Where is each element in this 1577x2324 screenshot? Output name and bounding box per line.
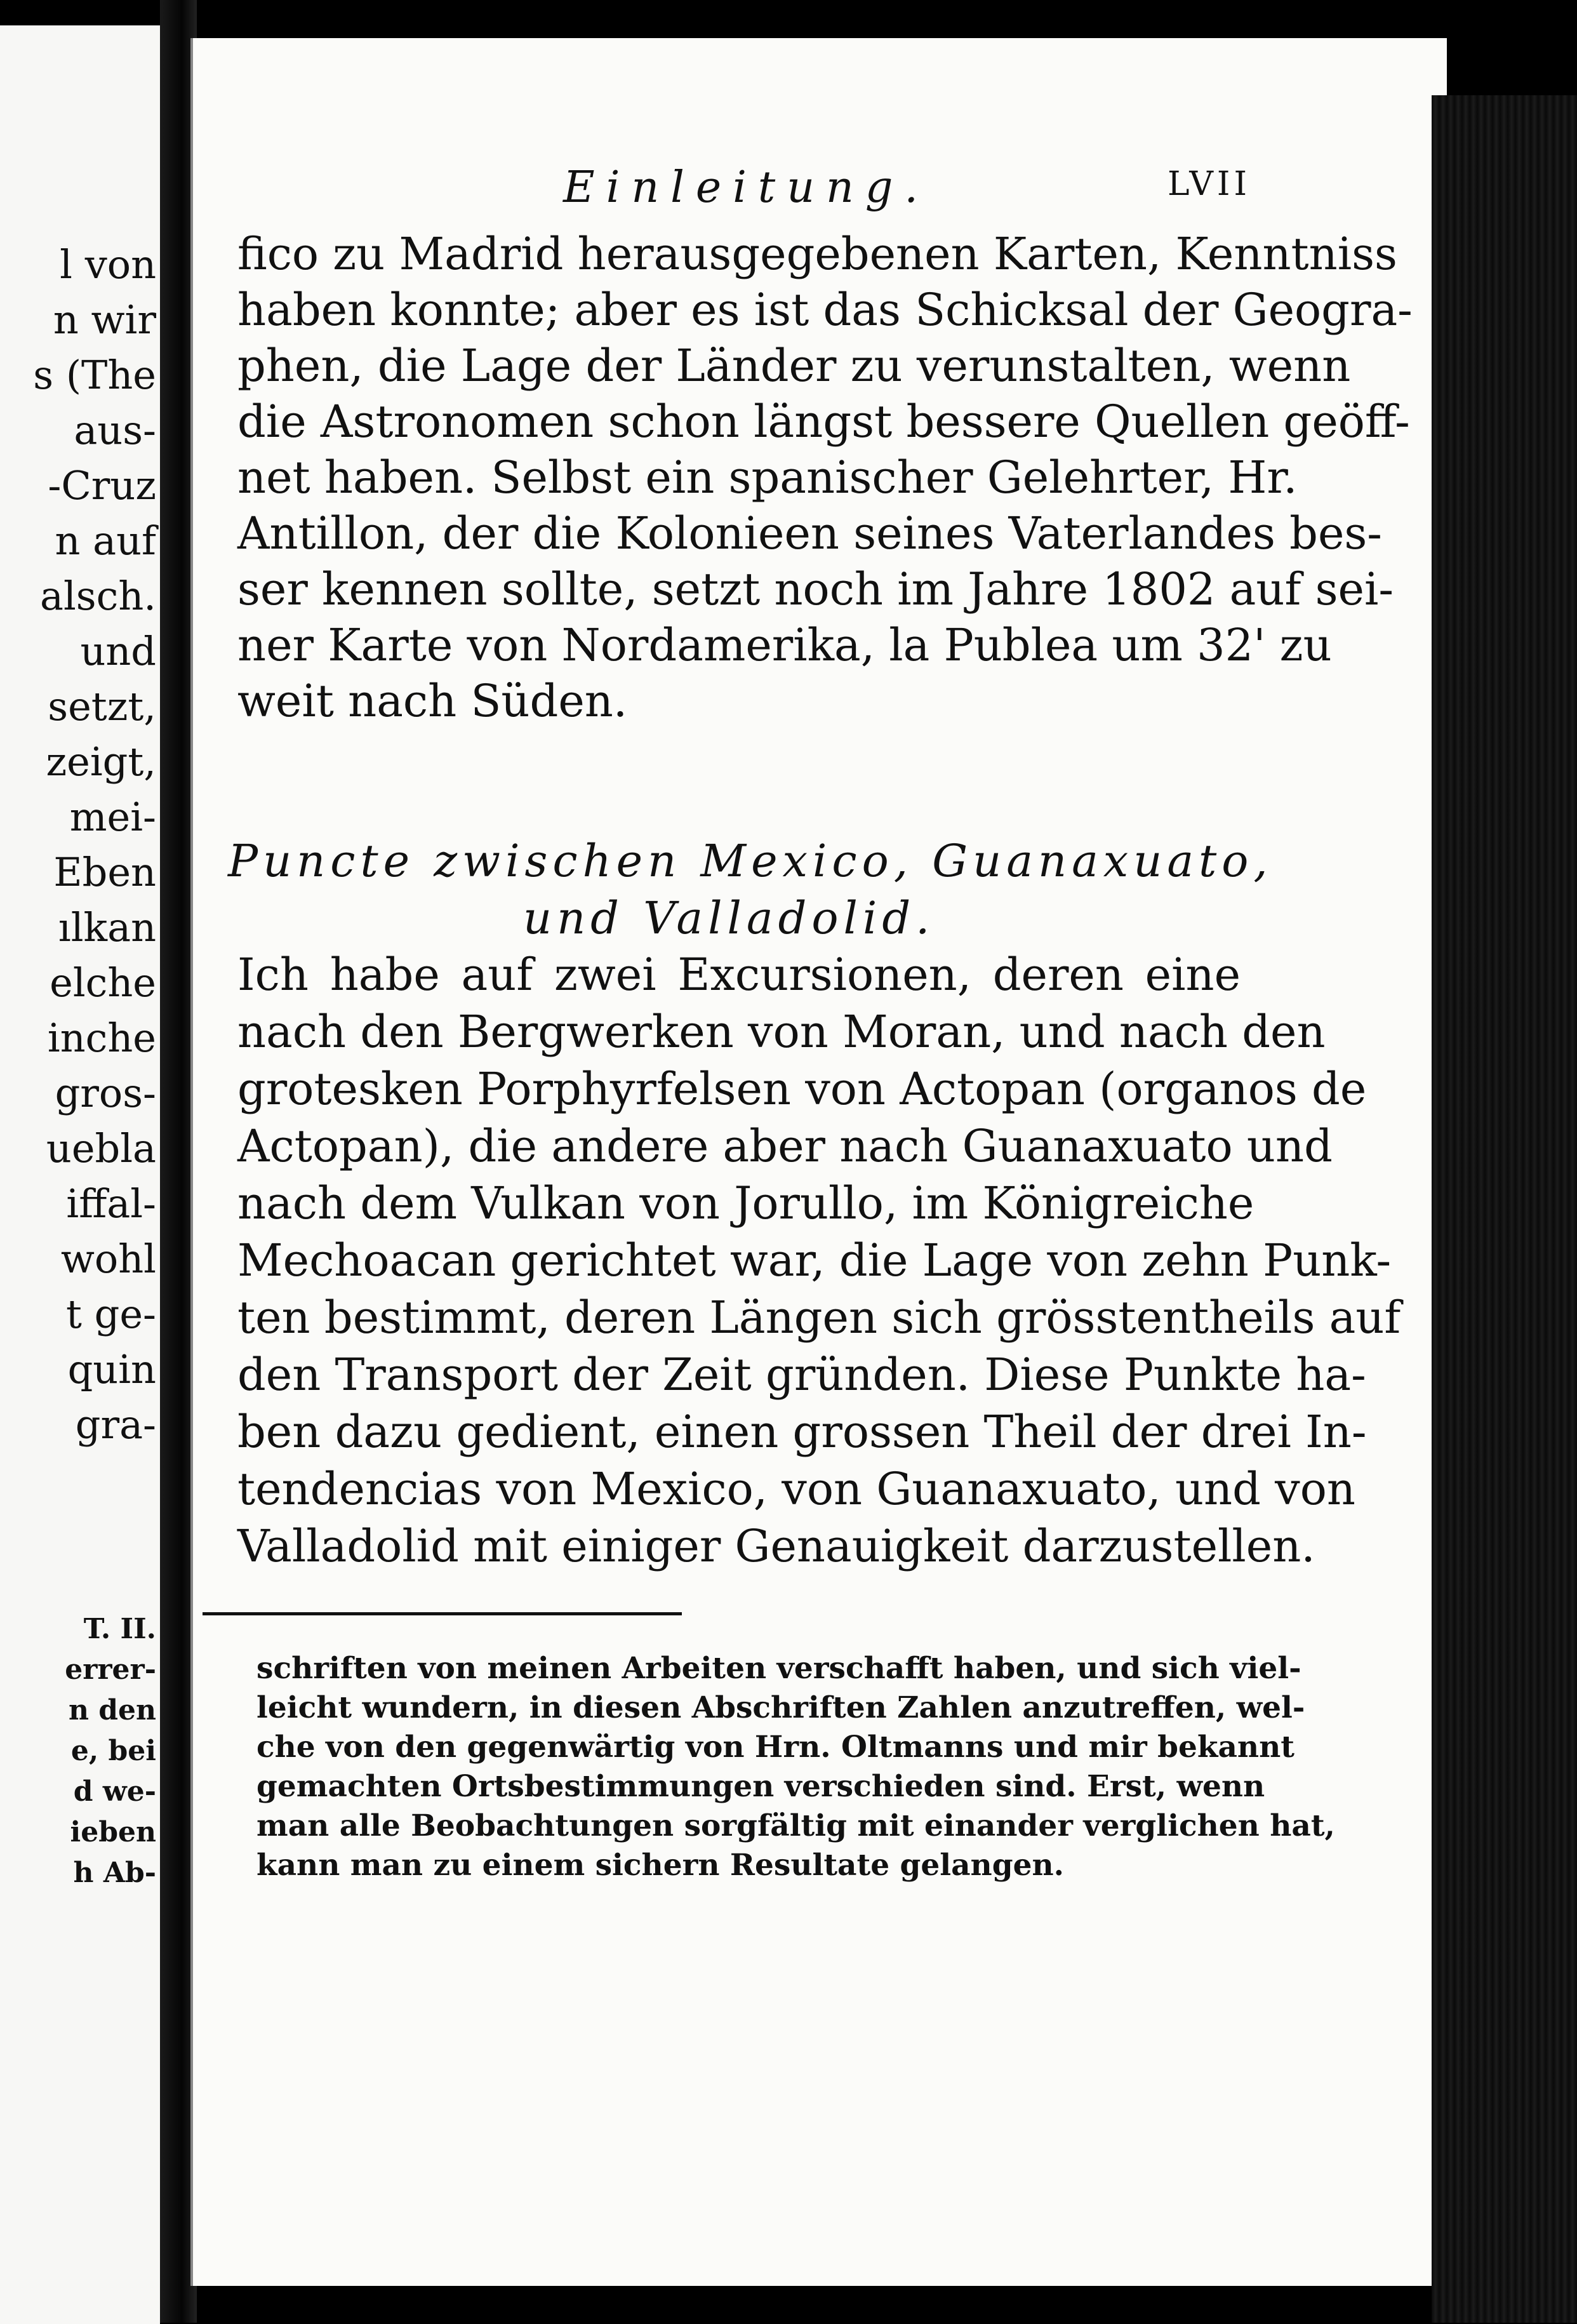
paragraph-1-line: weit nach Süden.: [237, 675, 628, 727]
footnote-line: kann man zu einem sichern Resultate gelangen.: [256, 1848, 1065, 1883]
left-page-line: inche: [47, 1015, 156, 1061]
section-heading-line-1: Puncte zwischen Mexico, Guanaxuato,: [228, 835, 1273, 887]
paragraph-2-line: Actopan), die andere aber nach Guanaxuato und: [237, 1120, 1333, 1172]
left-page-line: gra-: [75, 1401, 156, 1448]
left-page-line: ılkan: [58, 904, 156, 951]
running-header: Einleitung.: [563, 163, 929, 213]
left-page-line: mei-: [69, 794, 156, 840]
left-page-line: elche: [50, 959, 156, 1006]
paragraph-1-line: Antillon, der die Kolonieen seines Vaterlandes bes-: [237, 507, 1382, 559]
left-page-line: n wir: [53, 297, 156, 343]
paragraph-2-line: Mechoacan gerichtet war, die Lage von zehn Punk-: [237, 1234, 1392, 1286]
page-edges: [1432, 95, 1577, 2323]
paragraph-1-line: ner Karte von Nordamerika, la Publea um 32' zu: [237, 619, 1332, 671]
paragraph-2-line: tendencias von Mexico, von Guanaxuato, und von: [237, 1463, 1355, 1515]
paragraph-2-line: den Transport der Zeit gründen. Diese Punkte ha-: [237, 1349, 1366, 1401]
left-page-footnote-line: e, bei: [70, 1735, 156, 1767]
right-page: [190, 38, 1447, 2286]
paragraph-2-line: grotesken Porphyrfelsen von Actopan (organos de: [237, 1063, 1367, 1115]
left-page-line: -Cruz: [48, 462, 156, 509]
page-number: LVII: [1168, 165, 1251, 203]
left-page-line: zeigt,: [46, 738, 156, 785]
footnote-line: schriften von meinen Arbeiten verschafft haben, und sich viel-: [256, 1651, 1301, 1686]
left-page-line: und: [80, 628, 156, 674]
left-page-footnote-line: n den: [68, 1694, 156, 1726]
left-page-footnote-line: ieben: [70, 1816, 156, 1848]
left-page-footnote-line: d we-: [73, 1775, 156, 1808]
footnote-line: man alle Beobachtungen sorgfältig mit einander verglichen hat,: [256, 1808, 1335, 1843]
paragraph-1-line: haben konnte; aber es ist das Schicksal der Geogra-: [237, 284, 1413, 336]
left-page-footnote-line: h Ab-: [73, 1857, 156, 1889]
left-page-line: n auf: [55, 518, 156, 564]
footnote-rule: [203, 1612, 682, 1615]
left-page-line: iffal-: [66, 1180, 156, 1227]
left-page-line: Eben: [53, 849, 156, 895]
paragraph-2-line: ten bestimmt, deren Längen sich grösstentheils auf: [237, 1292, 1401, 1344]
left-page-line: s (The: [33, 352, 156, 398]
left-page-footnote-line: T. II.: [83, 1613, 156, 1645]
paragraph-2-line: ben dazu gedient, einen grossen Theil der drei In-: [237, 1406, 1367, 1458]
left-page-line: setzt,: [48, 683, 156, 730]
footnote-line: gemachten Ortsbestimmungen verschieden sind. Erst, wenn: [256, 1769, 1265, 1804]
section-heading-line-2: und Valladolid.: [523, 892, 935, 944]
left-page-line: wohl: [60, 1236, 156, 1282]
paragraph-1-line: ser kennen sollte, setzt noch im Jahre 1802 auf sei-: [237, 563, 1394, 615]
left-page-line: uebla: [46, 1125, 156, 1172]
paragraph-1-line: fico zu Madrid herausgegebenen Karten, Kenntniss: [237, 228, 1397, 280]
paragraph-2-line: Valladolid mit einiger Genauigkeit darzustellen.: [237, 1520, 1315, 1572]
left-page-line: quin: [67, 1346, 156, 1392]
left-page-line: alsch.: [40, 573, 156, 619]
footnote-line: leicht wundern, in diesen Abschriften Zahlen anzutreffen, wel-: [256, 1690, 1305, 1725]
left-page-footnote-line: errer-: [65, 1653, 156, 1686]
paragraph-1-line: net haben. Selbst ein spanischer Gelehrter, Hr.: [237, 451, 1298, 504]
paragraph-1-line: phen, die Lage der Länder zu verunstalten, wenn: [237, 340, 1351, 392]
footnote-line: che von den gegenwärtig von Hrn. Oltmanns und mir bekannt: [256, 1730, 1294, 1765]
left-page-fragment: [0, 25, 160, 2324]
left-page-line: gros-: [55, 1070, 156, 1116]
left-page-line: aus-: [74, 407, 156, 453]
left-page-line: l von: [60, 241, 156, 288]
left-page-line: t ge-: [66, 1291, 156, 1337]
paragraph-2-line: nach dem Vulkan von Jorullo, im Königreiche: [237, 1177, 1254, 1229]
paragraph-2-line: Ich habe auf zwei Excursionen, deren eine: [237, 949, 1241, 1001]
paragraph-1-line: die Astronomen schon längst bessere Quellen geöff-: [237, 396, 1410, 448]
paragraph-2-line: nach den Bergwerken von Moran, und nach den: [237, 1006, 1326, 1058]
